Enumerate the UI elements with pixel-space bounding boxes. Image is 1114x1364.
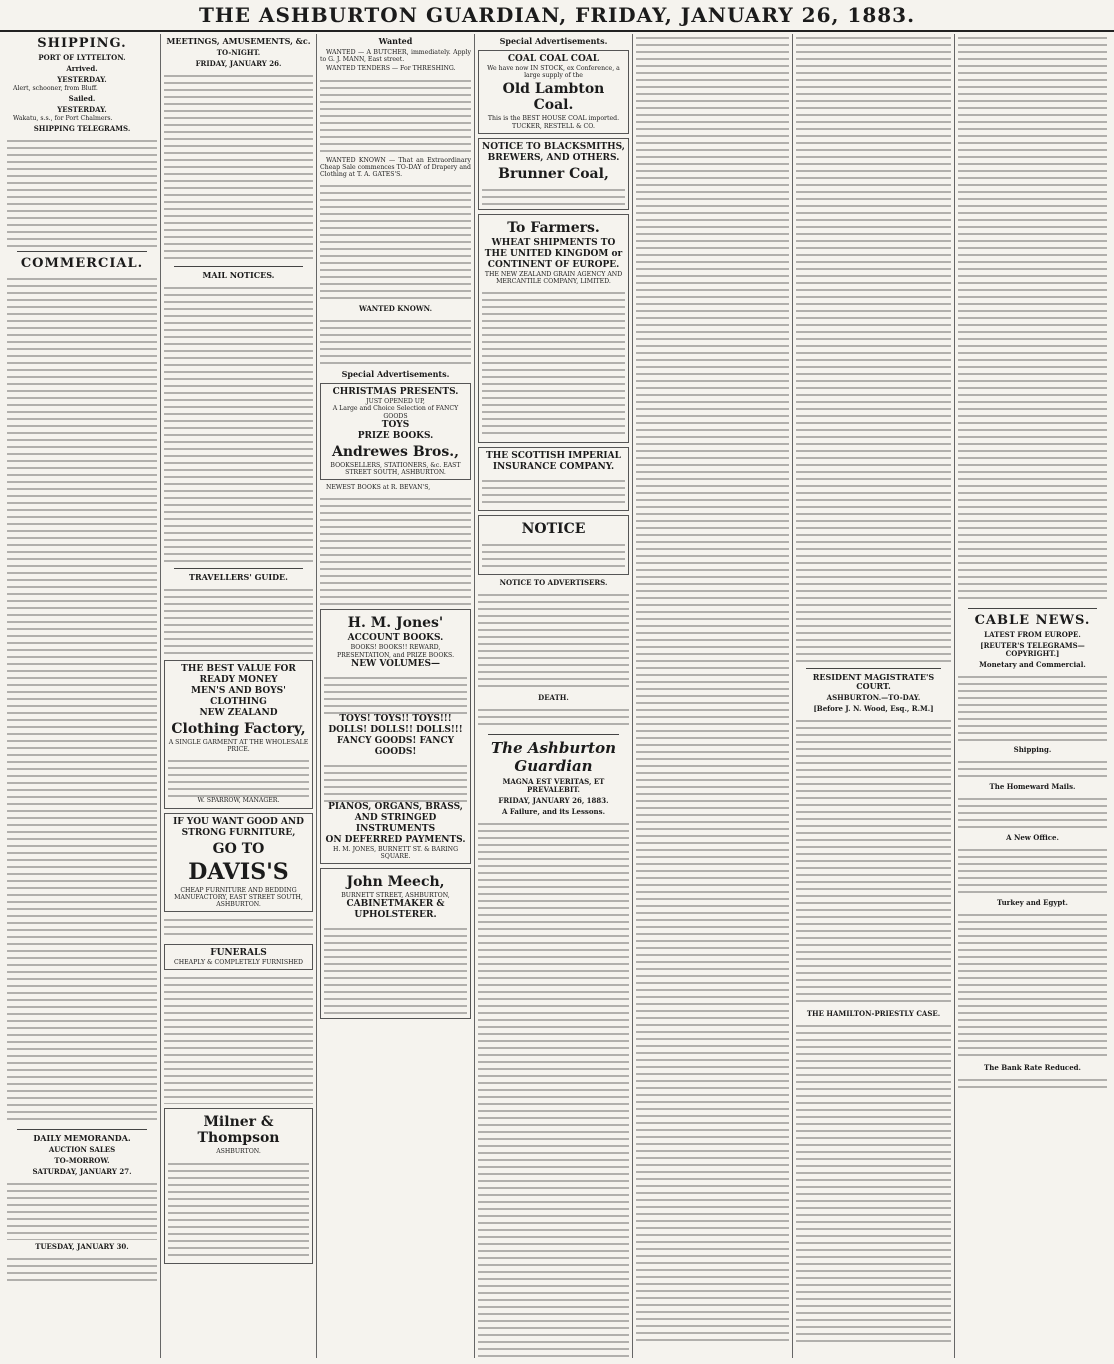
mail-notices-heading: MAIL NOTICES. xyxy=(202,270,275,280)
davis-notice-text xyxy=(164,916,313,940)
turkey-egypt-heading: Turkey and Egypt. xyxy=(997,898,1068,907)
shipping-cable-heading: Shipping. xyxy=(1013,745,1052,754)
hamilton-continued-text xyxy=(958,34,1107,604)
scottish-text xyxy=(482,477,625,507)
strong-furniture-line: IF YOU WANT GOOD AND STRONG FURNITURE, xyxy=(173,816,304,838)
latest-from-europe: LATEST FROM EUROPE. xyxy=(984,630,1081,639)
farmers-text xyxy=(482,289,625,439)
davis-furniture-ad xyxy=(164,813,313,913)
meetings-heading: MEETINGS, AMUSEMENTS, &c. xyxy=(166,36,311,46)
auction-tuesday: TUESDAY, JANUARY 30. xyxy=(35,1242,129,1252)
court-text xyxy=(796,717,951,1007)
column-editorial-continued xyxy=(632,34,792,1358)
coal-ad xyxy=(478,50,629,134)
reuters-line: [REUTER'S TELEGRAMS—COPYRIGHT.] xyxy=(980,641,1085,658)
coal-stock-line: We have now IN STOCK, ex Conference, a large supply of the xyxy=(487,65,620,80)
divider xyxy=(174,568,303,569)
lambton-title: Old Lambton Coal. xyxy=(502,81,605,114)
sailed-day: YESTERDAY. xyxy=(57,105,107,115)
new-office-heading: A New Office. xyxy=(1006,833,1059,842)
meech-title: John Meech, xyxy=(346,874,445,891)
arrived-label: Arrived. xyxy=(66,64,98,73)
mens-boys-line: MEN'S AND BOYS' CLOTHING xyxy=(191,686,286,707)
bank-rate-text xyxy=(958,1076,1107,1090)
pianos-line: PIANOS, ORGANS, BRASS, AND STRINGED INSTRUMENTS xyxy=(328,801,463,834)
monetary-heading: Monetary and Commercial. xyxy=(979,660,1086,669)
editorial-continued-text xyxy=(636,34,789,1344)
divider xyxy=(488,734,619,735)
shipping-cable-text xyxy=(958,758,1107,780)
fancy-goods-text xyxy=(324,762,467,802)
homeward-mails-text xyxy=(958,795,1107,831)
funerals-subtitle: CHEAPLY & COMPLETELY FURNISHED xyxy=(174,959,303,967)
column-shipping-commercial xyxy=(4,34,160,1358)
toys-line: TOYS xyxy=(381,419,410,430)
notice-text xyxy=(482,541,625,571)
local-news-text xyxy=(796,34,951,664)
jones-account-books-ad xyxy=(320,609,471,864)
special-ads-heading: Special Advertisements. xyxy=(341,369,450,380)
farmers-title: To Farmers. xyxy=(507,219,600,236)
column-cable-news xyxy=(954,34,1110,1358)
wanted-butcher: WANTED — A BUTCHER, immediately. Apply to G. J. MANN, East street. xyxy=(320,49,471,64)
friday-date: FRIDAY, JANUARY 26. xyxy=(195,59,282,68)
john-meech-ad xyxy=(320,868,471,1019)
monetary-text xyxy=(958,673,1107,743)
hamilton-case-heading: THE HAMILTON-PRIESTLY CASE. xyxy=(806,1009,941,1018)
auction-saturday: SATURDAY, JANUARY 27. xyxy=(32,1167,132,1177)
nz-line: NEW ZEALAND xyxy=(199,708,278,718)
notice-title: NOTICE xyxy=(521,521,586,538)
commercial-text xyxy=(7,275,157,1125)
new-volumes-text xyxy=(324,674,467,714)
auction-tomorrow: TO-MORROW. xyxy=(54,1156,110,1166)
meech-trade: CABINETMAKER & UPHOLSTERER. xyxy=(346,899,445,921)
fancy-goods-line: A Large and Choice Selection of FANCY GOODS xyxy=(332,405,459,420)
account-books-line: ACCOUNT BOOKS. xyxy=(347,633,444,644)
books-line: BOOKS! BOOKS!! REWARD, PRESENTATION, and PRIZE BOOKS. xyxy=(336,644,455,659)
meetings-text xyxy=(164,72,313,262)
fancy-goods-banner: FANCY GOODS! FANCY GOODS! xyxy=(336,735,455,757)
notice-smiths-line: NOTICE TO BLACKSMITHS, BREWERS, AND OTHERS. xyxy=(482,141,625,163)
guardian-editorial-title: The Ashburton Guardian xyxy=(491,739,616,776)
davis-subtitle: CHEAP FURNITURE AND BEDDING MANUFACTORY, EAST STREET SOUTH, ASHBURTON. xyxy=(174,886,303,909)
wheat-shipments-line: WHEAT SHIPMENTS TO THE UNITED KINGDOM or CONTINENT OF EUROPE. xyxy=(484,237,623,270)
sailed-text: Wakatu, s.s., for Port Chalmers. xyxy=(13,115,113,123)
milner-subtitle: ASHBURTON. xyxy=(216,1148,261,1156)
brunner-coal-ad xyxy=(478,138,629,210)
column-special-editorial xyxy=(474,34,632,1358)
milner-title: Milner & Thompson xyxy=(197,1114,280,1147)
notice-advertisers-heading: NOTICE TO ADVERTISERS. xyxy=(499,578,608,588)
shipping-telegrams-heading: SHIPPING TELEGRAMS. xyxy=(33,124,131,134)
notice-advertisers-text xyxy=(478,591,629,691)
cable-news-heading: CABLE NEWS. xyxy=(974,613,1091,628)
daily-memoranda-heading: DAILY MEMORANDA. xyxy=(33,1133,131,1144)
masthead xyxy=(0,0,1114,32)
commercial-heading: COMMERCIAL. xyxy=(20,256,144,272)
homeward-mails-heading: The Homeward Mails. xyxy=(989,782,1076,791)
court-before: [Before J. N. Wood, Esq., R.M.] xyxy=(813,704,934,713)
jones-address: H. M. JONES, BURNETT ST. & BARING SQUARE. xyxy=(332,845,459,861)
divider xyxy=(174,266,303,267)
best-house-line: This is the BEST HOUSE COAL imported. xyxy=(487,115,620,123)
loan-company-line: THE NEW ZEALAND GRAIN AGENCY AND MERCANTILE COMPANY, LIMITED. xyxy=(484,270,623,286)
christmas-presents-ad xyxy=(320,383,471,480)
clothing-factory-ad xyxy=(164,660,313,809)
wanted-known-sale: WANTED KNOWN — That an Extraordinary Cheap Sale commences TO-DAY of Drapery and Clothing at T. A. GATES'S. xyxy=(320,156,471,179)
wanted-heading: Wanted xyxy=(378,36,413,46)
court-today: ASHBURTON.—TO-DAY. xyxy=(826,693,921,702)
just-opened-line: JUST OPENED UP, xyxy=(366,398,425,406)
notice-ad xyxy=(478,515,629,575)
tonight-label: TO-NIGHT. xyxy=(216,48,261,57)
bank-rate-heading: The Bank Rate Reduced. xyxy=(984,1063,1081,1072)
wanted-tenders-text xyxy=(320,77,471,157)
travellers-guide-text xyxy=(164,586,313,656)
newest-books-line: NEWEST BOOKS at R. BEVAN'S, xyxy=(326,484,431,492)
new-office-text xyxy=(958,846,1107,896)
meech-address: BURNETT STREET, ASHBURTON, xyxy=(341,892,450,900)
article-body xyxy=(478,820,629,1358)
guardian-date: FRIDAY, JANUARY 26, 1883. xyxy=(498,796,609,806)
travellers-guide-heading: TRAVELLERS' GUIDE. xyxy=(189,572,288,582)
funerals-title: FUNERALS xyxy=(210,948,267,959)
davis-title: DAVIS'S xyxy=(188,858,289,885)
mail-notices-text xyxy=(164,284,313,564)
hamilton-case-text xyxy=(796,1022,951,1342)
best-value-line: THE BEST VALUE FOR READY MONEY xyxy=(181,664,296,685)
brunner-title: Brunner Coal, xyxy=(498,165,609,182)
funerals-ad xyxy=(164,944,313,970)
divider xyxy=(17,1129,147,1130)
turkey-egypt-text xyxy=(958,911,1107,1061)
death-heading: DEATH. xyxy=(538,693,569,703)
milner-thompson-ad xyxy=(164,1108,313,1263)
shipping-heading: SHIPPING. xyxy=(37,36,127,51)
newest-books-text xyxy=(320,495,471,605)
manager-line: W. SPARROW, MANAGER. xyxy=(197,797,280,805)
port-heading: PORT OF LYTTELTON. xyxy=(38,53,126,62)
death-text xyxy=(478,706,629,730)
coal-heading: COAL COAL COAL xyxy=(507,54,600,64)
toys-banner: TOYS! TOYS!! TOYS!!! xyxy=(339,713,452,724)
prize-books-line: PRIZE BOOKS. xyxy=(357,430,434,441)
wanted-known-text-2 xyxy=(320,317,471,367)
clothing-ad-text xyxy=(168,757,309,797)
column-wanted-special xyxy=(316,34,474,1358)
funerals-text xyxy=(164,974,313,1104)
tucker-line: TUCKER, RESTELL & CO. xyxy=(512,122,595,130)
arrived-day: YESTERDAY. xyxy=(57,75,107,84)
scottish-title: THE SCOTTISH IMPERIAL INSURANCE COMPANY. xyxy=(486,451,621,473)
auction-sales-heading: AUCTION SALES xyxy=(48,1145,116,1155)
jones-title: H. M. Jones' xyxy=(347,615,444,632)
meech-text xyxy=(324,925,467,1015)
sailed-label: Sailed. xyxy=(68,94,96,104)
brunner-text xyxy=(482,186,625,206)
andrewes-subtitle: BOOKSELLERS, STATIONERS, &c. EAST STREET SOUTH, ASHBURTON. xyxy=(330,461,461,477)
milner-text xyxy=(168,1160,309,1260)
shipping-telegrams-text xyxy=(7,137,157,247)
wanted-tenders: WANTED TENDERS — For THRESHING. xyxy=(326,65,456,73)
wanted-known-text xyxy=(320,182,471,302)
divider xyxy=(806,668,941,669)
auction-tuesday-text xyxy=(7,1255,157,1285)
divider xyxy=(17,251,147,252)
resident-court-heading: RESIDENT MAGISTRATE'S COURT. xyxy=(812,672,935,691)
auction-saturday-text xyxy=(7,1180,157,1240)
deferred-line: ON DEFERRED PAYMENTS. xyxy=(325,834,466,845)
new-volumes-line: NEW VOLUMES— xyxy=(351,658,440,669)
farmers-ad xyxy=(478,214,629,443)
column-meetings-mail xyxy=(160,34,316,1358)
wanted-known-heading: WANTED KNOWN. xyxy=(358,304,433,314)
clothing-factory-title: Clothing Factory, xyxy=(171,721,306,737)
divider xyxy=(968,608,1097,609)
special-ads-heading-2: Special Advertisements. xyxy=(499,36,608,46)
arrived-text: Alert, schooner, from Bluff. xyxy=(13,85,98,92)
guardian-motto: MAGNA EST VERITAS, ET PREVALEBIT. xyxy=(502,777,605,795)
go-to-line: GO TO xyxy=(212,840,265,857)
andrewes-title: Andrewes Bros., xyxy=(331,443,459,460)
christmas-title: CHRISTMAS PRESENTS. xyxy=(332,387,459,398)
article-title: A Failure, and its Lessons. xyxy=(501,807,606,817)
newspaper-title: THE ASHBURTON GUARDIAN, FRIDAY, JANUARY 26, 1883. xyxy=(198,3,916,27)
column-local-court xyxy=(792,34,954,1358)
dolls-banner: DOLLS! DOLLS!! DOLLS!!! xyxy=(328,724,463,735)
scottish-insurance-ad xyxy=(478,447,629,511)
single-garment-line: A SINGLE GARMENT AT THE WHOLESALE PRICE. xyxy=(168,739,309,754)
